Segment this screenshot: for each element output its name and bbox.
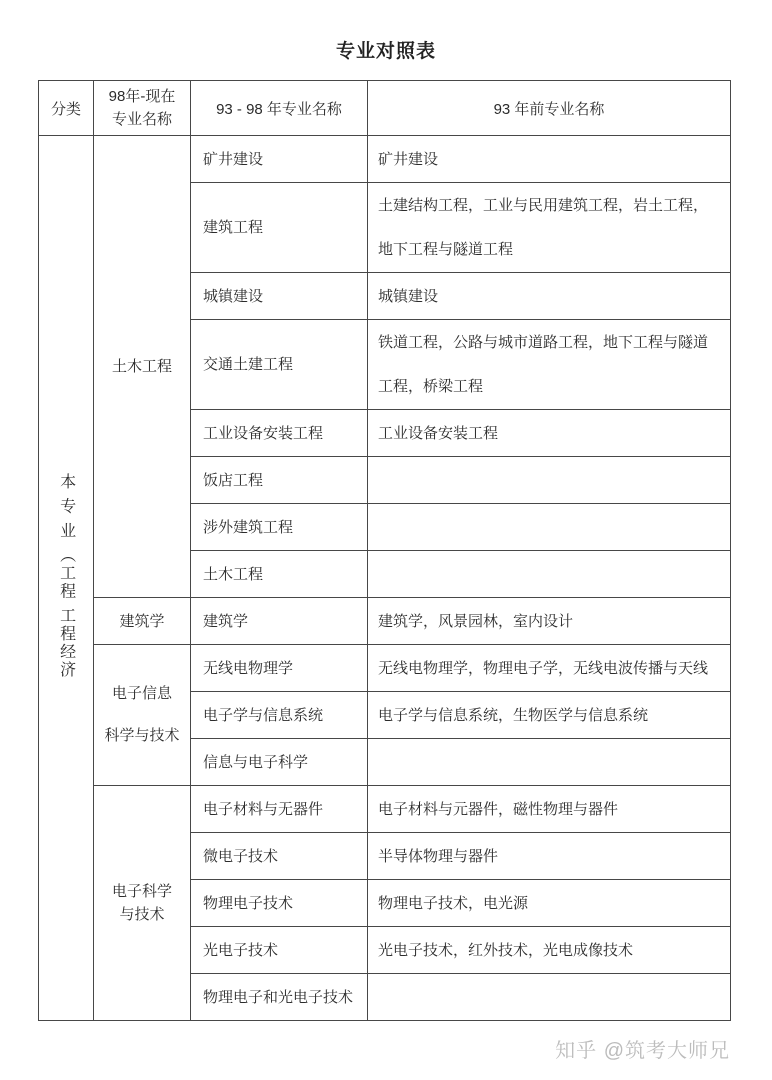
header-row xyxy=(39,81,731,136)
major-93-98-cell: 无线电物理学 xyxy=(191,645,368,692)
major-pre-93-cell xyxy=(368,457,731,504)
category-cell xyxy=(94,786,191,1021)
side-label-cell xyxy=(39,136,94,1021)
watermark: 知乎 @筑考大师兄 xyxy=(555,1040,730,1062)
major-pre-93-cell xyxy=(368,551,731,598)
category-line: 建筑学 xyxy=(119,612,165,630)
major-93-98-cell: 微电子技术 xyxy=(191,833,368,880)
major-pre-93-cell: 无线电物理学，物理电子学，无线电波传播与天线 xyxy=(368,645,731,692)
major-pre-93-cell: 工业设备安装工程 xyxy=(368,410,731,457)
major-93-98-cell: 建筑学 xyxy=(191,598,368,645)
major-93-98-cell: 电子材料与无器件 xyxy=(191,786,368,833)
major-pre-93-cell: 铁道工程，公路与城市道路工程，地下工程与隧道工程，桥梁工程 xyxy=(368,320,731,410)
major-pre-93-cell: 矿井建设 xyxy=(368,136,731,183)
category-line: 电子科学 xyxy=(111,883,172,900)
table-body xyxy=(39,136,731,1021)
major-93-98-cell: 物理电子和光电子技术 xyxy=(191,974,368,1021)
category-line: 电子信息 xyxy=(111,685,172,702)
major-93-98-cell: 光电子技术 xyxy=(191,927,368,974)
major-pre-93-cell xyxy=(368,739,731,786)
category-cell xyxy=(94,598,191,645)
table-row xyxy=(39,645,731,692)
category-line: 与技术 xyxy=(119,906,165,923)
major-pre-93-cell: 电子材料与元器件，磁性物理与器件 xyxy=(368,786,731,833)
major-93-98-cell: 工业设备安装工程 xyxy=(191,410,368,457)
header-98-to-now-line1: 98年-现在 xyxy=(108,88,176,105)
table-row xyxy=(39,598,731,645)
header-pre-93: 93 年前专业名称 xyxy=(368,81,731,136)
major-pre-93-cell xyxy=(368,974,731,1021)
major-pre-93-cell: 光电子技术，红外技术，光电成像技术 xyxy=(368,927,731,974)
header-93-to-98: 93 - 98 年专业名称 xyxy=(191,81,368,136)
major-pre-93-cell: 建筑学，风景园林，室内设计 xyxy=(368,598,731,645)
table-row xyxy=(39,786,731,833)
major-comparison-table xyxy=(38,80,731,1021)
major-pre-93-cell: 城镇建设 xyxy=(368,273,731,320)
major-93-98-cell: 矿井建设 xyxy=(191,136,368,183)
major-93-98-cell: 饭店工程 xyxy=(191,457,368,504)
major-93-98-cell: 电子学与信息系统 xyxy=(191,692,368,739)
major-pre-93-cell: 电子学与信息系统，生物医学与信息系统 xyxy=(368,692,731,739)
major-93-98-cell: 物理电子技术 xyxy=(191,880,368,927)
major-93-98-cell: 土木工程 xyxy=(191,551,368,598)
category-line: 土木工程 xyxy=(111,358,172,375)
major-pre-93-cell: 土建结构工程，工业与民用建筑工程，岩土工程，地下工程与隧道工程 xyxy=(368,183,731,273)
major-93-98-cell: 交通土建工程 xyxy=(191,320,368,410)
major-pre-93-cell xyxy=(368,504,731,551)
major-93-98-cell: 建筑工程 xyxy=(191,183,368,273)
major-93-98-cell: 涉外建筑工程 xyxy=(191,504,368,551)
category-cell xyxy=(94,136,191,598)
major-pre-93-cell: 半导体物理与器件 xyxy=(368,833,731,880)
major-pre-93-cell: 物理电子技术，电光源 xyxy=(368,880,731,927)
header-98-to-now-line2: 专业名称 xyxy=(111,111,172,128)
header-98-to-now xyxy=(94,81,191,136)
category-cell xyxy=(94,645,191,786)
major-93-98-cell: 信息与电子科学 xyxy=(191,739,368,786)
header-category: 分类 xyxy=(39,81,94,136)
category-line: 科学与技术 xyxy=(104,727,180,744)
major-93-98-cell: 城镇建设 xyxy=(191,273,368,320)
page-title: 专业对照表 xyxy=(335,41,436,62)
table-row xyxy=(39,136,731,183)
side-label-vertical-text: 本 专 业 （工程 工程经济 xyxy=(57,473,75,679)
